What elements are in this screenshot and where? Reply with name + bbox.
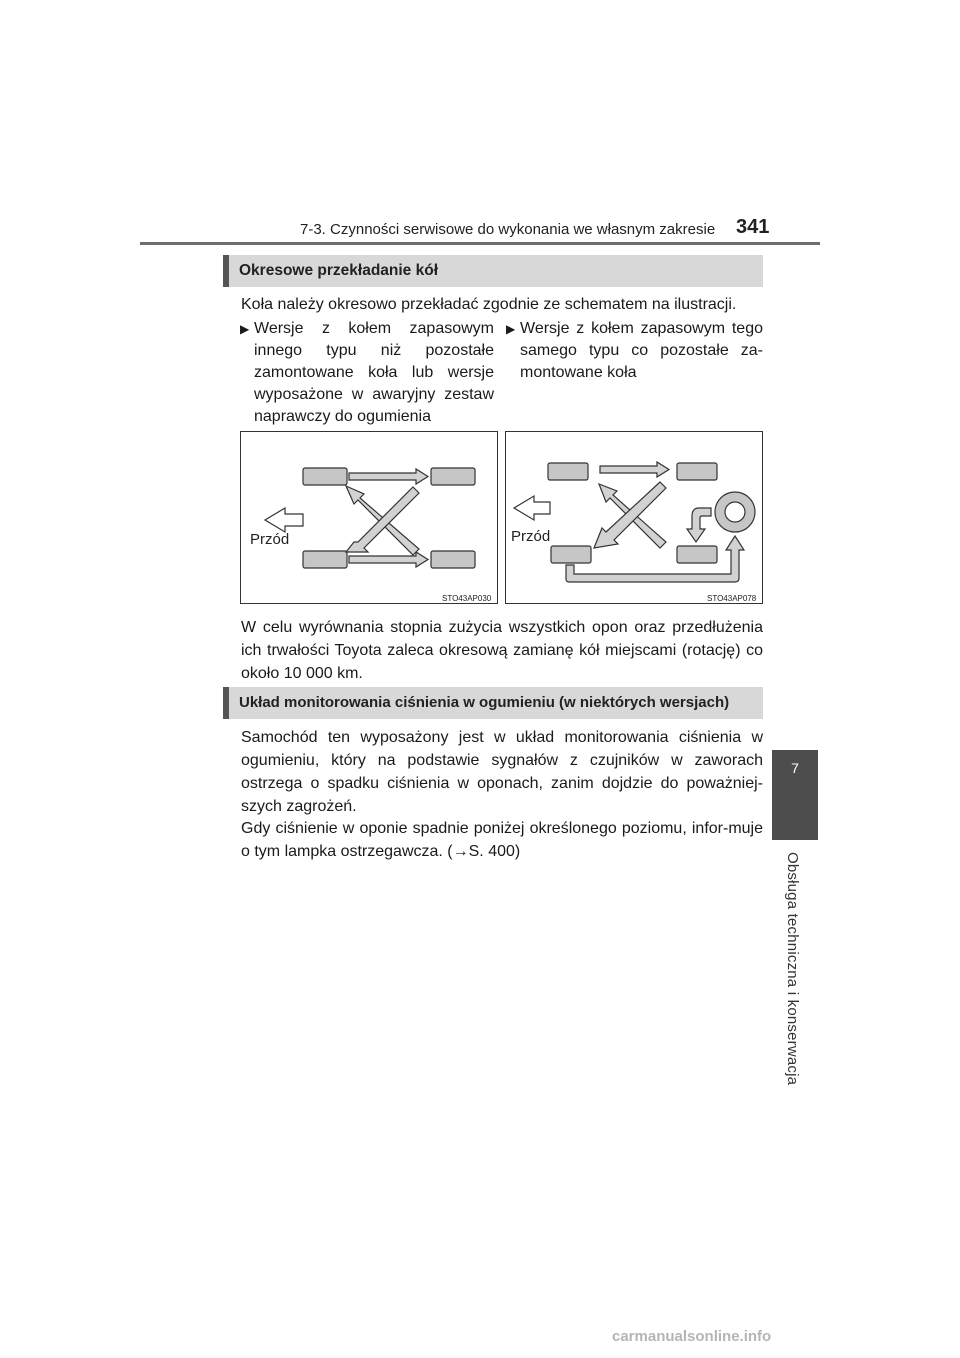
variant-right-text: Wersje z kołem zapasowym tego samego typu co pozostałe za-montowane koła [520, 320, 763, 381]
section-heading-tpms: Układ monitorowania ciśnienia w ogumieniu (w niektórych wersjach) [223, 687, 763, 719]
running-header-title: 7-3. Czynności serwisowe do wykonania we własnym zakresie [300, 221, 716, 238]
rotation-diagram-right-graphic [506, 432, 764, 605]
front-label: Przód [511, 528, 551, 545]
page-number: 341 [736, 216, 770, 238]
wheel-front-right [303, 551, 347, 568]
triangle-bullet-icon: ▶ [240, 322, 250, 336]
rotation-note: W celu wyrównania stopnia zużycia wszystkich opon oraz przedłużenia ich trwałości Toyota zaleca okresową zamianę kół miejscami (rotację) co około 10 000 km. [241, 619, 763, 682]
variant-right [506, 318, 763, 384]
front-direction-arrow [514, 496, 550, 520]
chapter-title: Obsługa techniczna i konserwacja [784, 852, 801, 1086]
rotation-intro: Koła należy okresowo przekładać zgodnie ze schematem na ilustracji. [241, 296, 737, 313]
wheel-rear-left [431, 468, 475, 485]
rotation-diagram-left [240, 431, 498, 604]
wheel-front-left [303, 468, 347, 485]
front-direction-arrow [265, 508, 303, 532]
arrow-front-to-rear-bottom [349, 552, 428, 567]
tpms-paragraph-1: Samochód ten wyposażony jest w układ monitorowania ciśnienia w ogumieniu, który na podstawie sygnałów z czujników w zaworach ostrzega o spadku ciśnienia w oponach, zanim dojdzie do poważniej-szych zagrożeń. [241, 729, 763, 815]
chapter-number: 7 [791, 760, 799, 776]
wheel-rear-right [677, 546, 717, 563]
watermark: carmanualsonline.info [612, 1328, 772, 1345]
section-heading-rotation: Okresowe przekładanie kół [223, 255, 763, 287]
arrow-front-to-rear-top [349, 469, 428, 484]
rotation-diagram-left-graphic [241, 432, 499, 605]
variant-left-text: Wersje z kołem zapasowym innego typu niż pozostałe zamontowane koła lub wersje wyposażone w awaryjny zestaw naprawczy do ogumienia [254, 320, 494, 425]
arrow-spare-to-rear [687, 508, 711, 542]
chapter-tab [772, 750, 818, 840]
tpms-paragraph-2: Gdy ciśnienie w oponie spadnie poniżej określonego poziomu, infor-muje o tym lampka ostrzegawcza. (→S. 400) [241, 820, 763, 860]
triangle-bullet-icon: ▶ [506, 322, 516, 336]
spare-wheel-inner [725, 502, 745, 522]
figure-code: STO43AP078 [707, 594, 757, 603]
wheel-rear-left [677, 463, 717, 480]
figure-code: STO43AP030 [442, 594, 492, 603]
wheel-rear-right [431, 551, 475, 568]
variant-left [240, 318, 494, 428]
wheel-front-left [548, 463, 588, 480]
header-rule [140, 242, 820, 245]
wheel-front-right [551, 546, 591, 563]
rotation-diagram-right [505, 431, 763, 604]
front-label: Przód [250, 531, 290, 548]
arrow-front-to-rear-top [600, 462, 669, 477]
